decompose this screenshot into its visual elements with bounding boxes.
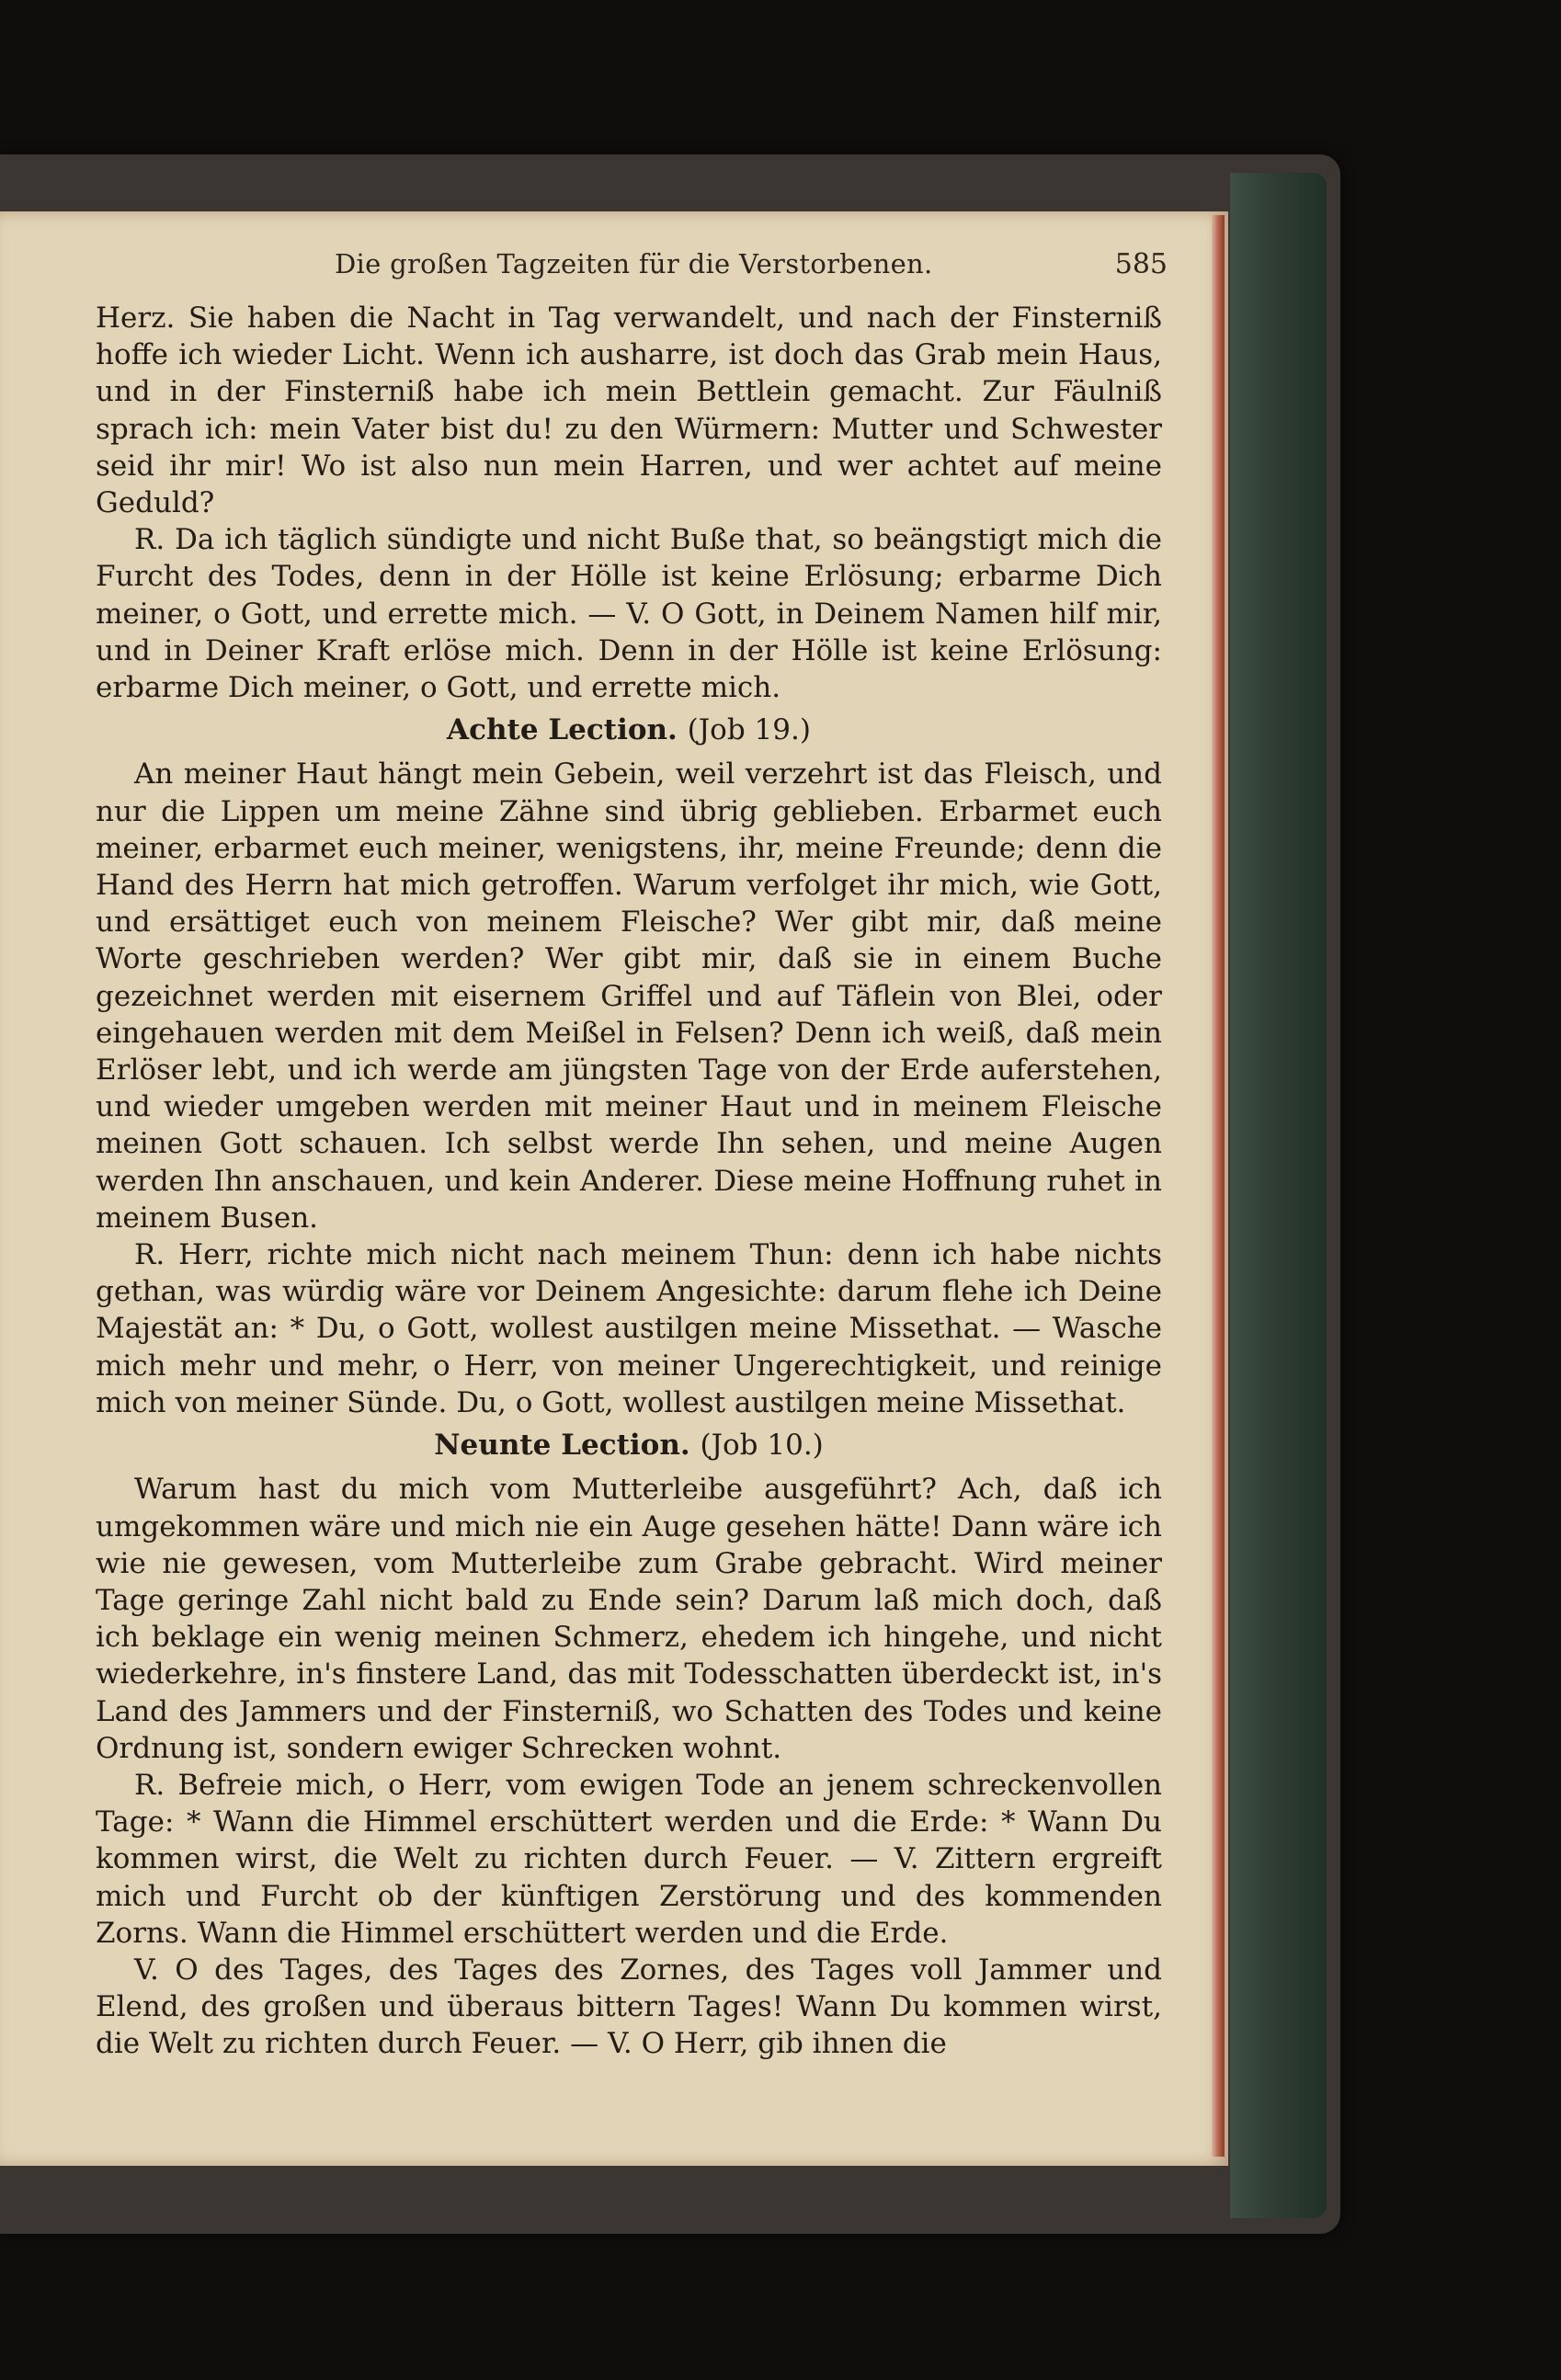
page-body <box>96 300 1162 2063</box>
section-heading-ninth-lesson <box>96 1427 1162 1463</box>
paragraph-eighth-lesson: An meiner Haut hängt mein Gebein, weil verzehrt ist das Fleisch, und nur die Lippen um meine Zähne sind übrig geblieben. Erbarmet euch meiner, erbarmet euch meiner, wenigstens, ihr, meine Freunde; denn die Hand des Herrn hat mich getroffen. Warum verfolget ihr mich, wie Gott, und ersättiget euch von meinem Fleische? Wer gibt mir, daß meine Worte geschrieben werden? Wer gibt mir, daß sie in einem Buche gezeichnet werden mit eisernem Griffel und auf Täflein von Blei, oder eingehauen werden mit dem Meißel in Felsen? Denn ich weiß, daß mein Erlöser lebt, und ich werde am jüngsten Tage von der Erde auferstehen, und wieder umgeben werden mit meiner Haut und in meinem Fleische meinen Gott schauen. Ich selbst werde Ihn sehen, und meine Augen werden Ihn anschauen, und kein Anderer. Diese meine Hoffnung ruhet in meinem Busen. <box>96 757 1162 1235</box>
page-header <box>92 248 1168 289</box>
section-heading-eighth-lesson <box>96 712 1162 748</box>
paragraph-responsory-3: R. Befreie mich, o Herr, vom ewigen Tode an jenem schreckenvollen Tage: * Wann die Himmel erschüttert werden und die Erde: * Wann Du kommen wirst, die Welt zu richten durch Feuer. — V. Zittern ergreift mich und Furcht ob der künftigen Zerstörung und des kommenden Zorns. Wann die Himmel erschüttert werden und die Erde. <box>96 1768 1162 1950</box>
book-cover-edge <box>1230 173 1327 2218</box>
section-title: Achte Lection. <box>447 713 678 747</box>
page-red-edge <box>1212 215 1225 2157</box>
paragraph-responsory-1: R. Da ich täglich sündigte und nicht Buße that, so beängstigt mich die Furcht des Todes, denn in der Hölle ist keine Erlösung; erbarme Dich meiner, o Gott, und errette mich. — V. O Gott, in Deinem Namen hilf mir, und in Deiner Kraft erlöse mich. Denn in der Hölle ist keine Erlösung: erbarme Dich meiner, o Gott, und errette mich. <box>96 523 1162 705</box>
section-title: Neunte Lection. <box>434 1429 690 1463</box>
page-number: 585 <box>1114 248 1168 280</box>
paragraph-versicle: V. O des Tages, des Tages des Zornes, des Tages voll Jammer und Elend, des großen und überaus bittern Tages! Wann Du kommen wirst, die Welt zu richten durch Feuer. — V. O Herr, gib ihnen die <box>96 1953 1162 2061</box>
paragraph-ninth-lesson: Warum hast du mich vom Mutterleibe ausgeführt? Ach, daß ich umgekommen wäre und mich nie ein Auge gesehen hätte! Dann wäre ich wie nie gewesen, vom Mutterleibe zum Grabe gebracht. Wird meiner Tage geringe Zahl nicht bald zu Ende sein? Darum laß mich doch, daß ich beklage ein wenig meinen Schmerz, ehedem ich hingehe, und nicht wiederkehre, in's finstere Land, das mit Todesschatten überdeckt ist, in's Land des Jammers und der Finsterniß, wo Schatten des Todes und keine Ordnung ist, sondern ewiger Schrecken wohnt. <box>96 1473 1162 1765</box>
section-reference: (Job 19.) <box>687 713 811 747</box>
section-reference: (Job 10.) <box>700 1429 824 1463</box>
paragraph-job-continuation: Herz. Sie haben die Nacht in Tag verwandelt, und nach der Finsterniß hoffe ich wieder Licht. Wenn ich ausharre, ist doch das Grab mein Haus, und in der Finsterniß habe ich mein Bettlein gemacht. Zur Fäulniß sprach ich: mein Vater bist du! zu den Würmern: Mutter und Schwester seid ihr mir! Wo ist also nun mein Harren, und wer achtet auf meine Geduld? <box>96 302 1162 520</box>
running-title: Die großen Tagzeiten für die Verstorbenen. <box>335 248 933 279</box>
paragraph-responsory-2: R. Herr, richte mich nicht nach meinem Thun: denn ich habe nichts gethan, was würdig wäre vor Deinem Angesichte: darum flehe ich Deine Majestät an: * Du, o Gott, wollest austilgen meine Missethat. — Wasche mich mehr und mehr, o Herr, von meiner Ungerechtigkeit, und reinige mich von meiner Sünde. Du, o Gott, wollest austilgen meine Missethat. <box>96 1238 1162 1419</box>
